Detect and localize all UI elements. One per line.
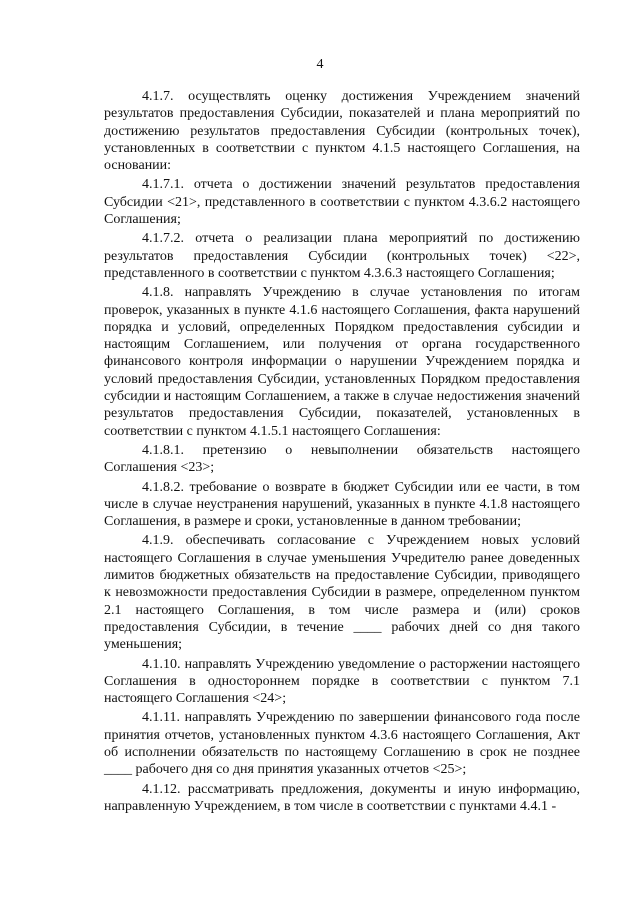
paragraph-4-1-7-1: 4.1.7.1. отчета о достижении значений результатов предоставления Субсидии <21>, представленного в соответствии с пунктом 4.3.6.2 настоящего Соглашения; <box>104 177 580 228</box>
paragraph-4-1-8: 4.1.8. направлять Учреждению в случае установления по итогам проверок, указанных в пункте 4.1.6 настоящего Соглашения, факта нарушений порядка и условий, определенных Порядком предоставления субсидии и настоящим Соглашением, или получения от органа государственного финансового контроля информации о нарушении Учреждением порядка и условий предоставления Субсидии, установленных Порядком предоставления субсидии и настоящим Соглашением, а также в случае недостижения значений результатов предоставления Субсидии, показателей, установленных в соответствии с пунктом 4.1.5.1 настоящего Соглашения: <box>104 285 580 439</box>
paragraph-4-1-12: 4.1.12. рассматривать предложения, документы и иную информацию, направленную Учреждением, в том числе в соответствии с пунктами 4.4.1 - <box>104 781 580 814</box>
paragraph-4-1-8-1: 4.1.8.1. претензию о невыполнении обязательств настоящего Соглашения <23>; <box>104 442 580 476</box>
paragraph-4-1-7-2: 4.1.7.2. отчета о реализации плана мероприятий по достижению результатов предоставления Субсидии (контрольных точек) <22>, представленного в соответствии с пунктом 4.3.6.3 настоящего Соглашения; <box>104 231 580 281</box>
paragraph-4-1-9: 4.1.9. обеспечивать согласование с Учреждением новых условий настоящего Соглашения в случае уменьшения Учредителю ранее доведенных лимитов бюджетных обязательств на предоставление Субсидии, приводящего к невозможности предоставления Субсидии в размере, определенном пунктом 2.1 настоящего Соглашения, в том числе размера и (или) сроков предоставления Субсидии, в течение ____ рабочих дней со дня такого уменьшения; <box>104 533 580 653</box>
paragraph-4-1-8-2: 4.1.8.2. требование о возврате в бюджет Субсидии или ее части, в том числе в случае неустранения нарушений, указанных в пункте 4.1.8 настоящего Соглашения, в размере и сроки, установленные в данном требовании; <box>104 479 580 530</box>
document-body <box>104 88 580 817</box>
page-number: 4 <box>316 57 324 72</box>
paragraph-4-1-10: 4.1.10. направлять Учреждению уведомление о расторжении настоящего Соглашения в одностороннем порядке в соответствии с пунктом 7.1 настоящего Соглашения <24>; <box>104 656 580 707</box>
paragraph-4-1-7: 4.1.7. осуществлять оценку достижения Учреждением значений результатов предоставления Субсидии, показателей и плана мероприятий по достижению результатов предоставления Субсидии (контрольных точек), установленных в соответствии с пунктом 4.1.5 настоящего Соглашения, на основании: <box>104 89 580 174</box>
paragraph-4-1-11: 4.1.11. направлять Учреждению по завершении финансового года после принятия отчетов, установленных пунктом 4.3.6 настоящего Соглашения, Акт об исполнении обязательств по настоящему Соглашению в срок не позднее ____ рабочего дня со дня принятия указанных отчетов <25>; <box>104 710 580 778</box>
